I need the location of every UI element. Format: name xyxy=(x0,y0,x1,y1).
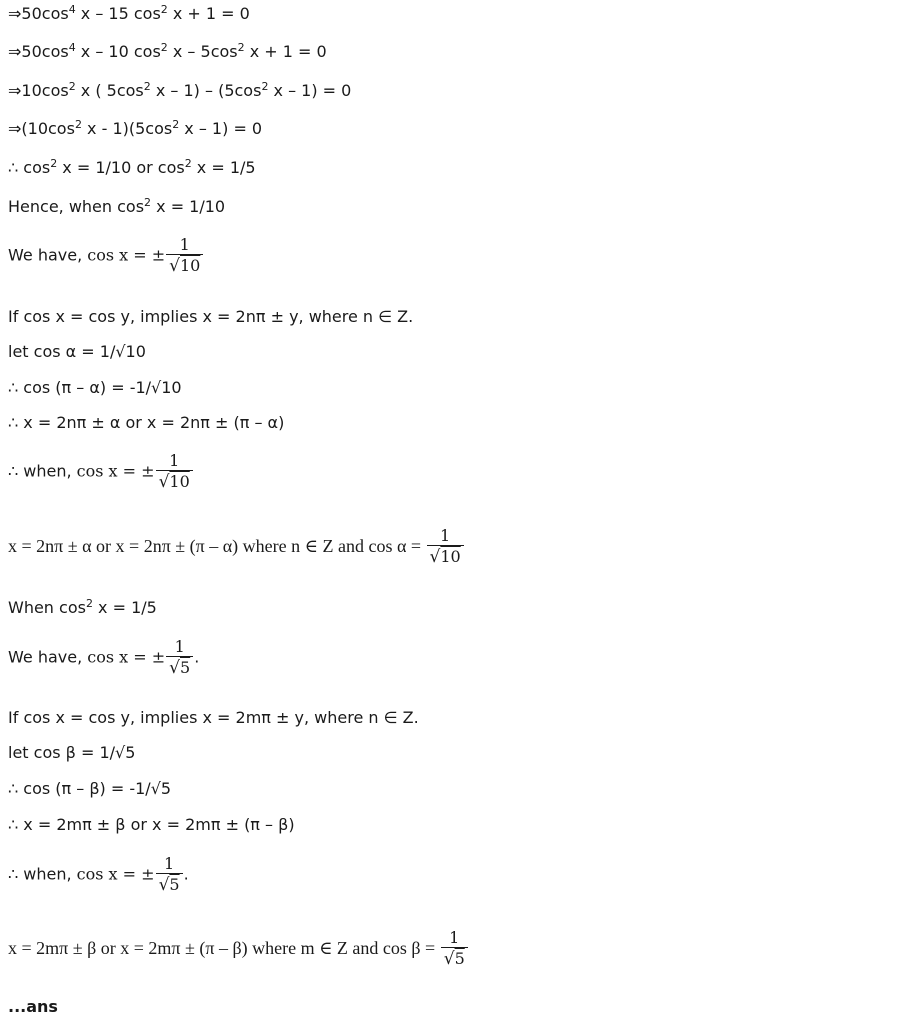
fraction-line-cos-x-2: ∴ when, cos x = ± $\frac{1}{√10}$ xyxy=(8,452,194,491)
implies-arrow: ⇒ xyxy=(8,4,22,23)
fraction: $\frac{1}{√5}$ xyxy=(166,638,193,677)
fraction-line-cos-x-1: We have, cos x = ± $\frac{1}{√10}$ xyxy=(8,236,204,275)
equation-line-1: $\Rightarrow 50\cos^4$ x – 15 $\cos^2 x + 1 = 0$ xyxy=(8,3,250,23)
fraction: $\frac{1}{√5}$ xyxy=(441,929,468,968)
fraction: $\frac{1}{√10}$ xyxy=(166,236,203,275)
text-line-16: If cos x = cos y, implies x = 2mπ ± y, where n ∈ Z. xyxy=(8,708,419,727)
text-line-when: When $\cos^2 x = 1/5$ xyxy=(8,597,157,617)
implies-arrow: ⇒ xyxy=(8,42,22,61)
answer-marker: ...ans xyxy=(8,997,58,1016)
text-line-17: let cos β = 1/√5 xyxy=(8,743,136,762)
fraction: $\frac{1}{√5}$ xyxy=(156,855,183,894)
text-line-9: let cos α = 1/√10 xyxy=(8,342,146,361)
text-line-18: ∴ cos (π – β) = -1/√5 xyxy=(8,779,172,798)
implies-arrow: ⇒ xyxy=(8,81,22,100)
text-line-11: ∴ x = 2nπ ± α or x = 2nπ ± (π – α) xyxy=(8,413,285,432)
equation-line-4: $\Rightarrow(10\cos^2$ x - $1)(5\cos^2$ x – 1) = 0 xyxy=(8,118,263,138)
equation-line-2: $\Rightarrow 50\cos^4$ x – 10 $\cos^2 x - 5\cos^2$ x + 1 = 0 xyxy=(8,41,327,61)
general-solution-line-2: x = 2mπ ± β or x = 2mπ ± (π – β) where m ∈ Z and cos β = $\frac{1}{√5}$ xyxy=(8,929,469,968)
equation-line-3: $\Rightarrow 10\cos^2$ x ( $5\cos^2$ x – $1) - (5\cos^2$ x – 1) = 0 xyxy=(8,80,352,100)
text-line-19: ∴ x = 2mπ ± β or x = 2mπ ± (π – β) xyxy=(8,815,295,834)
text-line-10: ∴ cos (π – α) = -1/√10 xyxy=(8,378,182,397)
equation-line-5: ∴ $\cos^2 x = 1/10$ or $\cos^2 x = 1/5$ xyxy=(8,157,256,177)
implies-arrow: ⇒ xyxy=(8,119,22,138)
text-line-hence: Hence, when $\cos^2 x = 1/10$ xyxy=(8,196,226,216)
fraction: $\frac{1}{√10}$ xyxy=(156,452,193,491)
fraction-line-cos-x-3: We have, cos x = ± $\frac{1}{√5}$ . xyxy=(8,637,200,678)
text-line-8: If cos x = cos y, implies x = 2nπ ± y, where n ∈ Z. xyxy=(8,307,414,326)
fraction-line-cos-x-4: ∴ when, cos x = ± $\frac{1}{√5}$ . xyxy=(8,854,189,895)
fraction: $\frac{1}{√10}$ xyxy=(427,527,464,566)
general-solution-line-1: x = 2nπ ± α or x = 2nπ ± (π – α) where n ∈ Z and cos α = $\frac{1}{√10}$ xyxy=(8,527,465,566)
